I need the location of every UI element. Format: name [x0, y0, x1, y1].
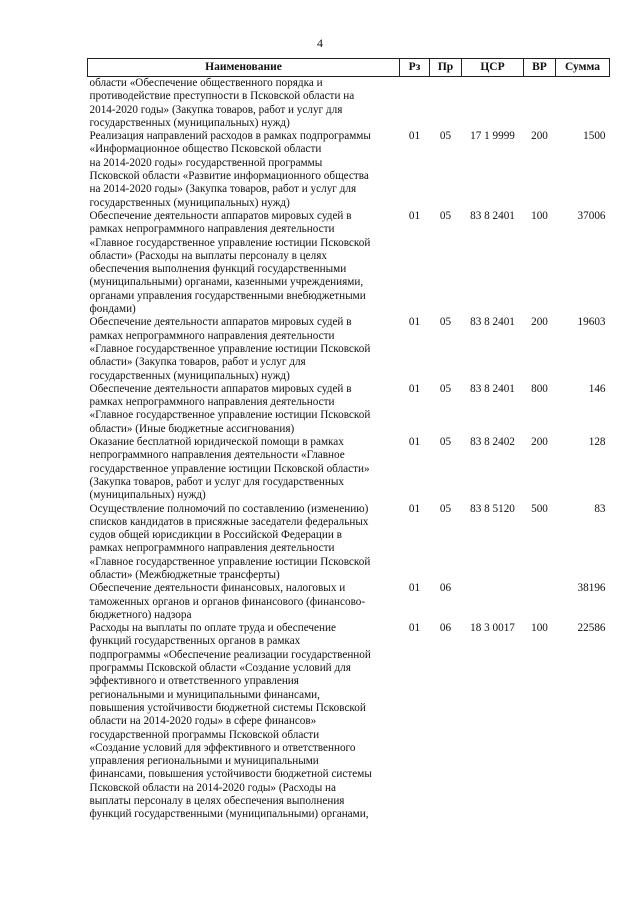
- row-csr-cell: 17 1 9999: [470, 130, 515, 143]
- row-sum-cell: 38196: [577, 582, 606, 595]
- row-pr-cell: 06: [439, 622, 452, 635]
- row-name-line: Обеспечение деятельности аппаратов мировых судей в: [89, 382, 352, 395]
- row-pr-cell: 05: [439, 382, 452, 395]
- row-name-line: эффективного и ответственного управления: [89, 675, 299, 688]
- table-row: [88, 316, 610, 382]
- row-name-line: «Главное государственное управление юстиции Псковской: [89, 236, 371, 249]
- row-name-line: фондами): [89, 303, 136, 316]
- table-row: [88, 582, 610, 622]
- row-name-line: «Главное государственное управление юстиции Псковской: [89, 409, 371, 422]
- row-csr-cell: [462, 582, 524, 622]
- row-name-line: Осуществление полномочий по составлению (изменению): [89, 502, 369, 515]
- row-rz-cell: 01: [408, 582, 421, 595]
- header-csr: ЦСР: [462, 59, 524, 77]
- header-name: Наименование: [88, 59, 400, 77]
- row-name-line: области» (Иные бюджетные ассигнования): [89, 422, 295, 435]
- row-vr-cell: 500: [531, 502, 548, 515]
- row-name-line: выплаты персоналу в целях обеспечения выполнения: [89, 795, 345, 808]
- budget-table: [87, 58, 610, 822]
- table-row: [88, 210, 610, 316]
- row-name-line: Обеспечение деятельности аппаратов мировых судей в: [89, 316, 352, 329]
- row-rz-cell: 01: [408, 436, 421, 449]
- header-rz: Рз: [400, 59, 430, 77]
- row-pr-cell: 05: [439, 130, 452, 143]
- row-name-line: на 2014-2020 годы» государственной программы: [89, 156, 323, 169]
- table-row: [88, 436, 610, 502]
- row-pr-cell: 06: [439, 582, 452, 595]
- row-name-line: непрограммного направления деятельности «Главное: [89, 449, 345, 462]
- row-name-line: судов общей юрисдикции в Российской Федерации в: [89, 529, 342, 542]
- row-vr-cell: 800: [531, 382, 548, 395]
- row-csr-cell: 83 8 2401: [470, 382, 515, 395]
- row-vr-cell: [524, 582, 556, 622]
- row-name-line: (муниципальных) нужд): [89, 489, 206, 502]
- row-name-line: области» (Закупка товаров, работ и услуг для: [89, 356, 306, 369]
- row-csr-cell: [462, 77, 524, 131]
- row-name-line: Псковской области на 2014-2020 годы» (Расходы на: [89, 781, 336, 794]
- row-csr-cell: 83 8 2401: [470, 316, 515, 329]
- row-name-line: бюджетного) надзора: [89, 608, 192, 621]
- row-name-line: рамках непрограммного направления деятельности: [89, 329, 335, 342]
- row-pr-cell: 05: [439, 316, 452, 329]
- table-row: [88, 130, 610, 210]
- row-csr-cell: 18 3 0017: [470, 622, 515, 635]
- table-row: [88, 503, 610, 583]
- row-name-cell: [88, 77, 400, 131]
- row-pr-cell: 05: [439, 436, 452, 449]
- row-name-cell: [88, 436, 400, 502]
- header-vr: ВР: [524, 59, 556, 77]
- row-sum-cell: 128: [588, 436, 606, 449]
- row-name-cell: [88, 383, 400, 436]
- row-name-line: Оказание бесплатной юридической помощи в рамках: [89, 436, 344, 449]
- row-rz-cell: 01: [408, 382, 421, 395]
- row-name-line: «Создание условий для эффективного и ответственного: [89, 741, 356, 754]
- row-name-line: рамках непрограммного направления деятельности: [89, 396, 335, 409]
- row-sum-cell: 83: [594, 502, 606, 515]
- row-name-line: Реализация направлений расходов в рамках подпрограммы: [89, 130, 371, 143]
- row-name-line: государственных (муниципальных) нужд): [89, 116, 290, 129]
- row-name-line: на 2014-2020 годы» (Закупка товаров, работ и услуг для: [89, 183, 357, 196]
- row-name-line: региональными и муниципальными финансами,: [89, 688, 320, 701]
- row-name-cell: [88, 582, 400, 622]
- row-sum-cell: 146: [588, 382, 606, 395]
- row-vr-cell: 200: [531, 130, 548, 143]
- row-name-line: рамках непрограммного направления деятельности: [89, 542, 335, 555]
- row-name-line: области на 2014-2020 годы» в сфере финансов»: [89, 715, 317, 728]
- row-name-line: финансами, повышения устойчивости бюджетной системы: [89, 768, 372, 781]
- page-number: 4: [317, 36, 323, 50]
- table-row: [88, 383, 610, 436]
- row-csr-cell: 83 8 2402: [470, 436, 515, 449]
- row-sum-cell: 37006: [577, 209, 606, 222]
- row-name-line: Расходы на выплаты по оплате труда и обеспечение: [89, 622, 336, 635]
- row-vr-cell: 200: [531, 316, 548, 329]
- row-name-line: государственное управление юстиции Псковской области»: [89, 462, 370, 475]
- row-name-line: «Главное государственное управление юстиции Псковской: [89, 555, 371, 568]
- row-sum-cell: 22586: [577, 622, 606, 635]
- row-name-line: (Закупка товаров, работ и услуг для государственных: [89, 475, 344, 488]
- table-row: [88, 77, 610, 131]
- row-csr-cell: 83 8 2401: [470, 209, 515, 222]
- row-name-line: государственной программы Псковской области: [89, 728, 320, 741]
- table-header-row: [88, 59, 610, 77]
- row-rz-cell: 01: [408, 130, 421, 143]
- row-pr-cell: 05: [439, 209, 452, 222]
- row-vr-cell: 100: [531, 209, 548, 222]
- row-rz-cell: 01: [408, 209, 421, 222]
- row-csr-cell: 83 8 5120: [470, 502, 515, 515]
- row-name-line: рамках непрограммного направления деятельности: [89, 223, 335, 236]
- row-name-line: управления региональными и муниципальными: [89, 755, 319, 768]
- row-name-cell: [88, 622, 400, 821]
- row-name-line: функций государственных органов в рамках: [89, 635, 301, 648]
- row-name-line: 2014-2020 годы» (Закупка товаров, работ и услуг для: [89, 103, 343, 116]
- row-name-line: программы Псковской области «Создание условий для: [89, 662, 351, 675]
- row-name-cell: [88, 210, 400, 316]
- row-name-line: обеспечения выполнения функций государственными: [89, 263, 347, 276]
- row-pr-cell: 05: [439, 502, 452, 515]
- row-name-line: списков кандидатов в присяжные заседатели федеральных: [89, 515, 369, 528]
- row-name-line: области «Обеспечение общественного порядка и: [89, 77, 323, 89]
- row-vr-cell: 200: [531, 436, 548, 449]
- row-sum-cell: 19603: [577, 316, 606, 329]
- row-rz-cell: 01: [408, 622, 421, 635]
- table-row: [88, 622, 610, 821]
- row-name-line: Обеспечение деятельности финансовых, налоговых и: [89, 582, 346, 595]
- row-name-line: «Главное государственное управление юстиции Псковской: [89, 342, 371, 355]
- row-pr-cell: [430, 77, 462, 131]
- row-rz-cell: 01: [408, 502, 421, 515]
- row-vr-cell: 100: [531, 622, 548, 635]
- row-name-line: (муниципальными) органами, казенными учреждениями,: [89, 276, 364, 289]
- row-name-line: подпрограммы «Обеспечение реализации государственной: [89, 648, 371, 661]
- row-name-line: органами управления государственными внебюджетными: [89, 289, 366, 302]
- row-sum-cell: 1500: [583, 130, 606, 143]
- row-name-cell: [88, 130, 400, 210]
- row-name-line: противодействие преступности в Псковской области на: [89, 90, 355, 103]
- row-name-line: Псковской области «Развитие информационного общества: [89, 170, 369, 183]
- header-sum: Сумма: [556, 59, 610, 77]
- row-sum-cell: [556, 77, 610, 131]
- row-vr-cell: [524, 77, 556, 131]
- row-rz-cell: [400, 77, 430, 131]
- header-pr: Пр: [430, 59, 462, 77]
- row-name-line: государственных (муниципальных) нужд): [89, 369, 290, 382]
- row-name-line: области» (Расходы на выплаты персоналу в целях: [89, 249, 327, 262]
- row-name-line: Обеспечение деятельности аппаратов мировых судей в: [89, 209, 352, 222]
- row-name-line: таможенных органов и органов финансового (финансово-: [89, 595, 366, 608]
- table-body: [88, 77, 610, 822]
- row-name-cell: [88, 316, 400, 382]
- row-name-line: государственных (муниципальных) нужд): [89, 196, 290, 209]
- row-name-line: «Информационное общество Псковской области: [89, 143, 322, 156]
- row-name-cell: [88, 503, 400, 583]
- row-name-line: функций государственными (муниципальными) органами,: [89, 808, 369, 821]
- row-name-line: повышения устойчивости бюджетной системы Псковской: [89, 701, 366, 714]
- row-rz-cell: 01: [408, 316, 421, 329]
- row-name-line: области» (Межбюджетные трансферты): [89, 568, 280, 581]
